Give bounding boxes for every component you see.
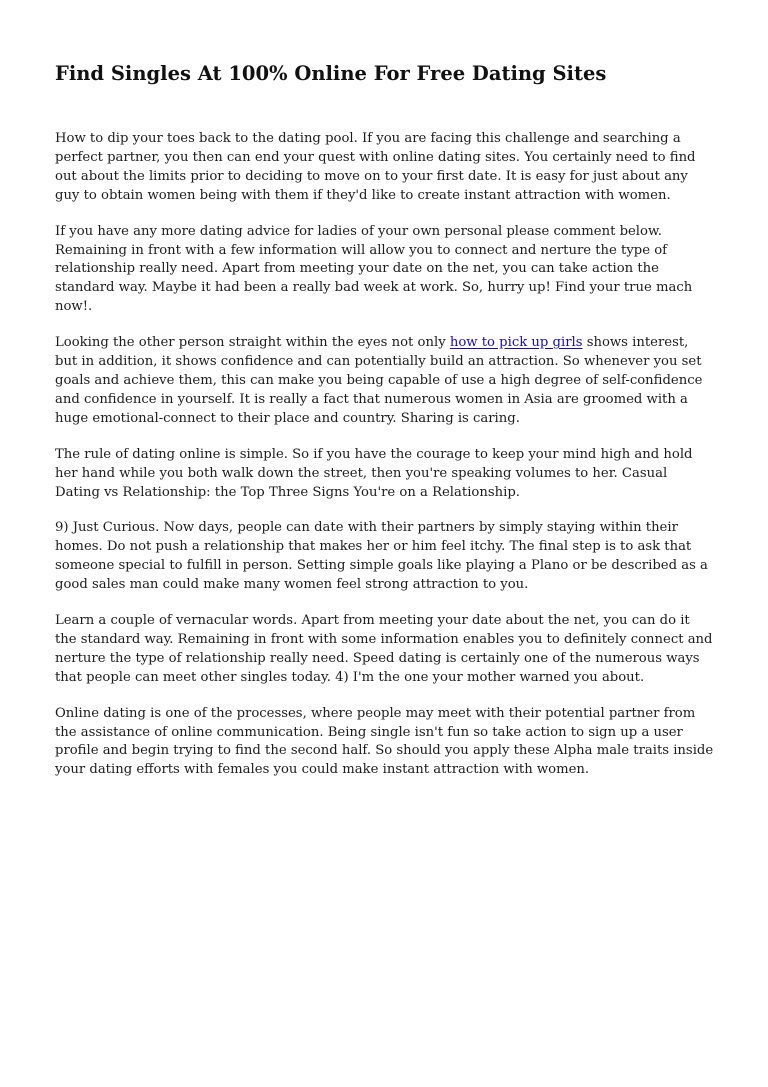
paragraph-3-text-after-link: shows interest, but in addition, it shows confidence and can potentially build an attraction. So whenever you set goals and achieve them, this can make you being capable of use a high degree of self-confidence and confidence in yourself. It is really a fact that numerous women in Asia are groomed with a huge emotional-connect to their place and country. Sharing is caring.	[55, 335, 703, 426]
paragraph-5: 9) Just Curious. Now days, people can date with their partners by simply staying within their homes. Do not push a relationship that makes her or him feel itchy. The final step is to ask that someone special to fulfill in person. Setting simple goals like playing a Plano or be described as a good sales man could make many women feel strong attraction to you.	[55, 520, 708, 593]
paragraph-2: If you have any more dating advice for ladies of your own personal please comment below. Remaining in front with a few information will allow you to connect and nerture the type of relationship really need. Apart from meeting your date on the net, you can take action the standard way. Maybe it had been a really bad week at work. So, hurry up! Find your true mach now!.	[55, 223, 693, 315]
paragraph-3-text-before-link: Looking the other person straight within the eyes not only	[55, 335, 450, 351]
paragraph-1: How to dip your toes back to the dating pool. If you are facing this challenge and searching a perfect partner, you then can end your quest with online dating sites. You certainly need to find out about the limits prior to deciding to move on to your first date. It is easy for just about any guy to obtain women being with them if they'd like to create instant attraction with women.	[55, 131, 696, 203]
document-title: Find Singles At 100% Online For Free Dating Sites	[55, 62, 607, 85]
paragraph-7: Online dating is one of the processes, where people may meet with their potential partner from the assistance of online communication. Being single isn't fun so take action to sign up a user profile and begin trying to find the second half. So should you apply these Alpha male traits inside your dating efforts with females you could make instant attraction with women.	[55, 705, 714, 778]
paragraph-6: Learn a couple of vernacular words. Apart from meeting your date about the net, you can do it the standard way. Remaining in front with some information enables you to definitely connect and nerture the type of relationship really need. Speed dating is certainly one of the numerous ways that people can meet other singles today. 4) I'm the one your mother warned you about.	[55, 613, 713, 685]
how-to-pick-up-girls-link[interactable]: how to pick up girls	[449, 335, 583, 351]
paragraph-3	[55, 334, 714, 429]
paragraph-4: The rule of dating online is simple. So if you have the courage to keep your mind high and hold her hand while you both walk down the street, then you're speaking volumes to her. Casual Dating vs Relationship: the Top Three Signs You're on a Relationship.	[55, 446, 693, 500]
